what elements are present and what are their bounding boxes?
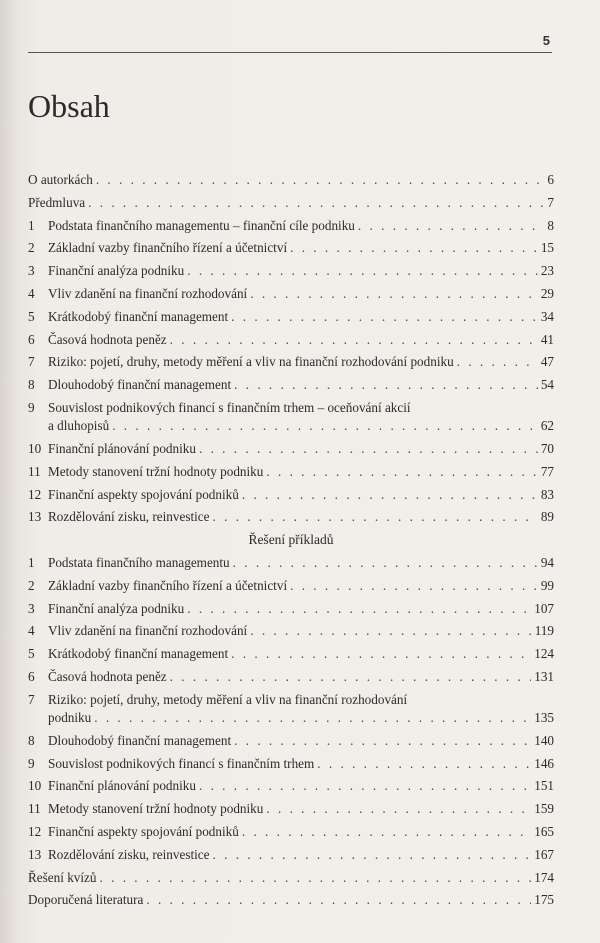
- toc-entry[interactable]: [28, 284, 554, 307]
- toc-entry-title: Vliv zdanění na finanční rozhodování: [48, 285, 248, 301]
- toc-entry-number: 11: [28, 463, 41, 479]
- dot-leader: [170, 332, 538, 348]
- toc-entry[interactable]: [28, 599, 554, 622]
- toc-entry-title: Metody stanovení tržní hodnoty podniku: [48, 801, 264, 817]
- toc-entry-page: 62: [540, 417, 554, 433]
- dot-leader: [290, 578, 538, 594]
- toc-entry-page: 140: [534, 732, 554, 748]
- toc-entry-line: [48, 847, 554, 863]
- dot-leader: [100, 870, 532, 886]
- toc-entry-line: [48, 332, 554, 348]
- toc-entry-page: 119: [534, 623, 554, 639]
- toc-entry-line: [48, 509, 554, 525]
- toc-entry-number: 6: [28, 668, 35, 684]
- toc-entry[interactable]: [28, 398, 554, 439]
- dot-leader: [187, 263, 538, 279]
- toc-entry-number: 4: [28, 623, 35, 639]
- toc-entry-page: 175: [534, 892, 554, 908]
- toc-entry-title: Dlouhodobý finanční management: [48, 732, 232, 748]
- toc-entry-line: [48, 309, 554, 325]
- toc-entry-page: 107: [534, 600, 554, 616]
- toc-entry-title: Finanční analýza podniku: [48, 263, 185, 279]
- toc-entry-title: Riziko: pojetí, druhy, metody měření a vliv na finanční rozhodování podniku: [48, 354, 454, 370]
- toc-entry-line: [28, 892, 554, 908]
- toc-entry-page: 124: [534, 646, 554, 662]
- toc-entry-line: [48, 263, 554, 279]
- dot-leader: [213, 847, 532, 863]
- dot-leader: [88, 195, 544, 211]
- toc-entry-line: [48, 354, 554, 370]
- toc-entry-line: [48, 710, 554, 726]
- dot-leader: [250, 623, 531, 639]
- page-title: Obsah: [28, 88, 110, 124]
- toc-entry-title-line1: Souvislost podnikových financí s finančním trhem – oceňování akcií: [48, 399, 411, 415]
- toc-entry-number: 1: [28, 217, 35, 233]
- toc-entry-line: [28, 870, 554, 886]
- dot-leader: [242, 487, 538, 503]
- toc-entry-title: podniku: [48, 709, 92, 725]
- toc-entry-title-line1: Riziko: pojetí, druhy, metody měření a vliv na finanční rozhodování: [48, 691, 408, 707]
- toc-entry[interactable]: [28, 261, 554, 284]
- toc-entry-page: 54: [540, 377, 554, 393]
- toc-entry-line: [48, 418, 554, 434]
- toc-entry-title: Dlouhodobý finanční management: [48, 377, 232, 393]
- toc-entry-title: Podstata finančního managementu – finanční cíle podniku: [48, 217, 355, 233]
- toc-entry[interactable]: [28, 845, 554, 868]
- dot-leader: [234, 733, 531, 749]
- dot-leader: [199, 778, 531, 794]
- toc-entry-number: 8: [28, 732, 35, 748]
- toc-entry[interactable]: [28, 731, 554, 754]
- toc-entry-line: [48, 801, 554, 817]
- toc-entry-line: [48, 578, 554, 594]
- toc-entry-number: 7: [28, 691, 35, 707]
- dot-leader: [231, 646, 531, 662]
- toc-entry[interactable]: [28, 193, 554, 216]
- toc-entry-title: Rozdělování zisku, reinvestice: [48, 509, 210, 525]
- toc-entry-page: 15: [540, 240, 554, 256]
- dot-leader: [112, 418, 538, 434]
- toc-entry-page: 29: [540, 285, 554, 301]
- toc-entry-line: [48, 377, 554, 393]
- toc-entry-title: Finanční aspekty spojování podniků: [48, 486, 239, 502]
- toc-entry[interactable]: [28, 375, 554, 398]
- toc-entry-page: 47: [540, 354, 554, 370]
- toc-entry-number: 2: [28, 577, 35, 593]
- toc-entry-page: 7: [547, 194, 554, 210]
- dot-leader: [170, 669, 532, 685]
- toc-entry-page: 6: [547, 172, 554, 187]
- dot-leader: [96, 172, 545, 188]
- toc-entry-line: [48, 756, 554, 772]
- dot-leader: [234, 377, 538, 393]
- toc-entry-page: 135: [534, 709, 554, 725]
- toc-entry-number: 6: [28, 331, 35, 347]
- toc-entry-title: Podstata finančního managementu: [48, 554, 230, 570]
- toc-entry-line: [48, 646, 554, 662]
- toc-entry-page: 23: [540, 263, 554, 279]
- toc-entry-page: 159: [534, 801, 554, 817]
- toc-entry-page: 151: [534, 778, 554, 794]
- toc-entry-title: O autorkách: [28, 172, 93, 187]
- toc-entry[interactable]: [28, 462, 554, 485]
- toc-entry-line: [48, 555, 554, 571]
- dot-leader: [213, 509, 538, 525]
- toc-entry-page: 77: [540, 463, 554, 479]
- toc-entry-title: Základní vazby finančního řízení a účetnictví: [48, 577, 288, 593]
- toc-entry[interactable]: [28, 667, 554, 690]
- dot-leader: [94, 710, 531, 726]
- toc-entry-line: [48, 824, 554, 840]
- dot-leader: [457, 354, 538, 370]
- dot-leader: [146, 892, 531, 908]
- toc-entry-title: Finanční analýza podniku: [48, 600, 185, 616]
- toc-entry-line: [48, 601, 554, 617]
- toc-entry-number: 11: [28, 801, 41, 817]
- toc-entry-title: a dluhopisů: [48, 417, 110, 433]
- toc-entry-title: Metody stanovení tržní hodnoty podniku: [48, 463, 264, 479]
- toc-entry-page: 165: [534, 823, 554, 839]
- toc-entry-title: Časová hodnota peněz: [48, 668, 167, 684]
- toc-entry-number: 10: [28, 440, 42, 456]
- dot-leader: [187, 601, 531, 617]
- dot-leader: [199, 441, 538, 457]
- toc-entry-page: 89: [540, 509, 554, 525]
- toc-entry-title: Finanční plánování podniku: [48, 440, 196, 456]
- table-of-contents: [28, 170, 554, 913]
- section-heading-solutions: [28, 530, 554, 553]
- toc-entry-line: [28, 172, 554, 188]
- dot-leader: [250, 286, 538, 302]
- toc-entry[interactable]: [28, 621, 554, 644]
- toc-entry-page: 8: [547, 217, 554, 233]
- toc-entry[interactable]: [28, 352, 554, 375]
- toc-entry-page: 99: [540, 577, 554, 593]
- toc-entry-line: [48, 464, 554, 480]
- dot-leader: [231, 309, 538, 325]
- toc-entry-number: 12: [28, 823, 42, 839]
- toc-entry-title: Finanční aspekty spojování podniků: [48, 823, 239, 839]
- toc-entry-title: Krátkodobý finanční management: [48, 308, 229, 324]
- toc-entry-page: 83: [540, 486, 554, 502]
- page-number: 5: [542, 33, 550, 48]
- toc-entry-line: [48, 240, 554, 256]
- toc-entry-number: 13: [28, 846, 42, 862]
- toc-entry-number: 4: [28, 285, 35, 301]
- toc-entry-title: Předmluva: [28, 194, 86, 210]
- toc-entry-line: [48, 669, 554, 685]
- toc-entry[interactable]: [28, 553, 554, 576]
- toc-entry-title: Časová hodnota peněz: [48, 331, 167, 347]
- toc-entry-page: 70: [540, 440, 554, 456]
- dot-leader: [358, 218, 545, 234]
- toc-entry-page: 174: [534, 869, 554, 885]
- toc-entry[interactable]: [28, 330, 554, 353]
- toc-entry-title: Základní vazby finančního řízení a účetnictví: [48, 240, 288, 256]
- toc-entry-title: Krátkodobý finanční management: [48, 646, 229, 662]
- toc-entry-line: [28, 195, 554, 211]
- toc-entry[interactable]: [28, 576, 554, 599]
- toc-entry[interactable]: [28, 799, 554, 822]
- toc-entry[interactable]: [28, 890, 554, 913]
- section-heading-text: Řešení příkladů: [248, 532, 334, 548]
- dot-leader: [290, 240, 538, 256]
- toc-entry-number: 13: [28, 509, 42, 525]
- toc-entry-number: 1: [28, 554, 35, 570]
- toc-entry-page: 41: [540, 331, 554, 347]
- toc-entry-title: Finanční plánování podniku: [48, 778, 196, 794]
- header-rule: [28, 52, 552, 53]
- toc-entry-title: Souvislost podnikových financí s finančním trhem: [48, 755, 315, 771]
- toc-entry-number: 8: [28, 377, 35, 393]
- toc-entry[interactable]: [28, 439, 554, 462]
- toc-entry[interactable]: [28, 216, 554, 239]
- toc-entry[interactable]: [28, 868, 554, 891]
- toc-entry-number: 3: [28, 263, 35, 279]
- toc-entry-number: 10: [28, 778, 42, 794]
- dot-leader: [242, 824, 531, 840]
- toc-entry-line: [48, 441, 554, 457]
- toc-entry-line: [48, 733, 554, 749]
- toc-entry-page: 167: [534, 846, 554, 862]
- toc-entry-line: [48, 286, 554, 302]
- toc-entry-title: Řešení kvízů: [28, 869, 97, 885]
- toc-entry-page: 34: [540, 308, 554, 324]
- toc-entry-number: 5: [28, 646, 35, 662]
- toc-entry[interactable]: [28, 307, 554, 330]
- toc-entry[interactable]: [28, 776, 554, 799]
- toc-entry-line: [48, 778, 554, 794]
- toc-entry-line: [48, 623, 554, 639]
- toc-entry-line: [48, 218, 554, 234]
- toc-entry-title: Rozdělování zisku, reinvestice: [48, 846, 210, 862]
- toc-entry-number: 5: [28, 308, 35, 324]
- toc-entry-title: Vliv zdanění na finanční rozhodování: [48, 623, 248, 639]
- toc-entry[interactable]: [28, 507, 554, 530]
- toc-entry-page: 131: [534, 668, 554, 684]
- toc-entry-line: [48, 487, 554, 503]
- dot-leader: [233, 555, 538, 571]
- toc-entry[interactable]: [28, 822, 554, 845]
- dot-leader: [266, 801, 531, 817]
- toc-entry[interactable]: [28, 754, 554, 777]
- toc-entry[interactable]: [28, 485, 554, 508]
- toc-entry[interactable]: [28, 690, 554, 731]
- toc-entry-title: Doporučená literatura: [28, 892, 144, 908]
- toc-entry-page: 94: [540, 554, 554, 570]
- dot-leader: [317, 756, 531, 772]
- toc-entry-number: 3: [28, 600, 35, 616]
- toc-entry-number: 9: [28, 755, 35, 771]
- toc-entry[interactable]: [28, 644, 554, 667]
- toc-entry-number: 9: [28, 399, 35, 415]
- toc-entry[interactable]: [28, 170, 554, 193]
- dot-leader: [266, 464, 537, 480]
- toc-entry[interactable]: [28, 238, 554, 261]
- toc-entry-page: 146: [534, 755, 554, 771]
- toc-entry-number: 7: [28, 354, 35, 370]
- toc-entry-number: 2: [28, 240, 35, 256]
- toc-entry-number: 12: [28, 486, 42, 502]
